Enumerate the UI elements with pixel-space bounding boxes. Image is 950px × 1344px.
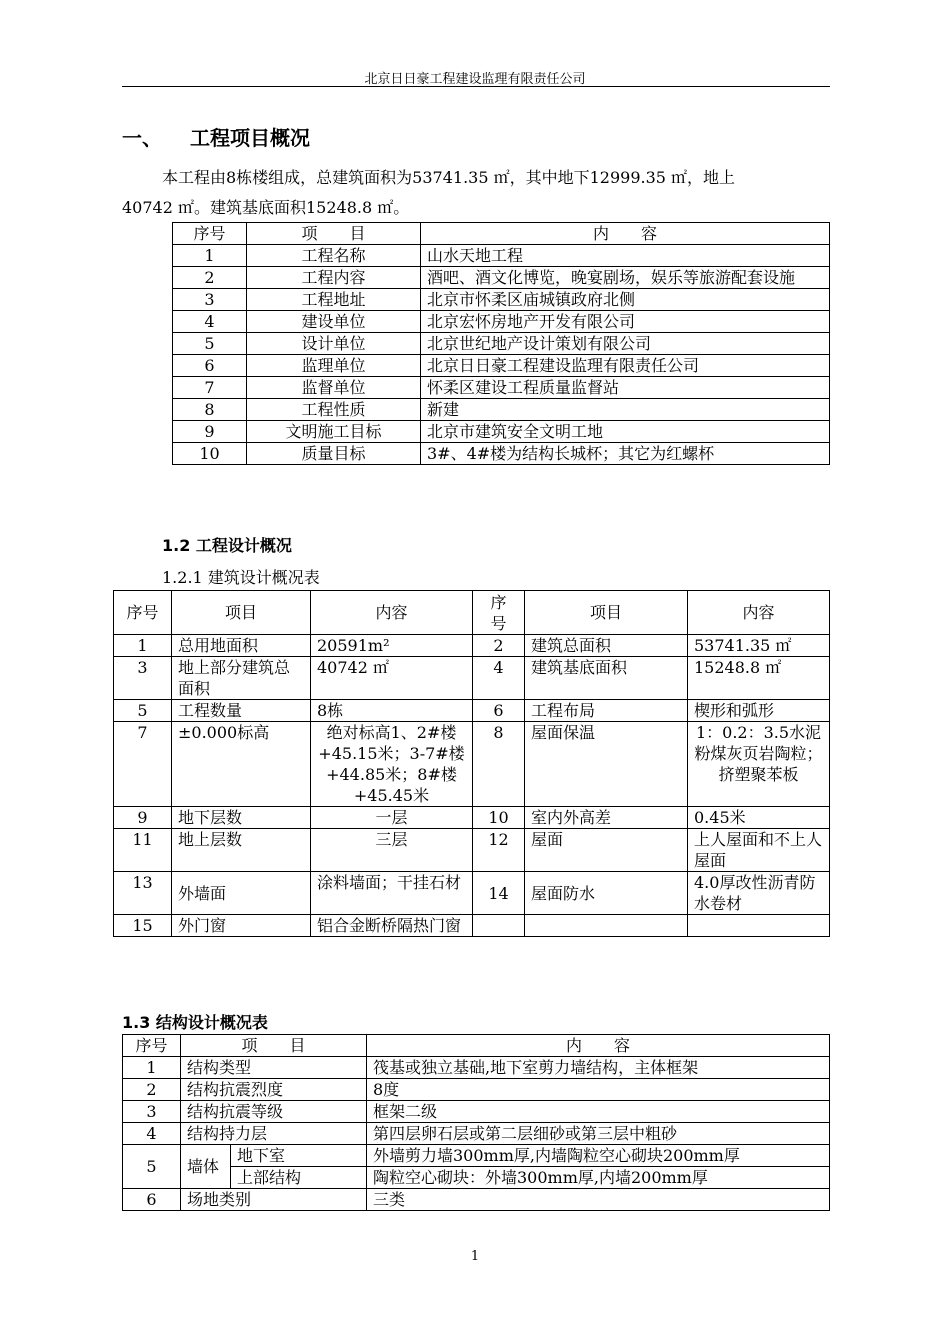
row-content: 陶粒空心砌块：外墙300mm厚,内墙200mm厚 bbox=[367, 1167, 830, 1189]
header-no-1: 序号 bbox=[114, 591, 172, 635]
row-content-1: 绝对标高1、2#楼+45.15米；3-7#楼+44.85米；8#楼+45.45米 bbox=[311, 722, 473, 807]
header-item-2: 项目 bbox=[525, 591, 688, 635]
row-item-2: 室内外高差 bbox=[525, 807, 688, 829]
row-content-1: 涂料墙面；干挂石材 bbox=[311, 872, 473, 915]
row-item: 质量目标 bbox=[247, 443, 421, 465]
row-content: 第四层卵石层或第二层细砂或第三层中粗砂 bbox=[367, 1123, 830, 1145]
row-item: 结构抗震烈度 bbox=[181, 1079, 367, 1101]
row-no: 4 bbox=[123, 1123, 181, 1145]
row-item: 文明施工目标 bbox=[247, 421, 421, 443]
table-header-row bbox=[173, 223, 830, 245]
table-header-row bbox=[114, 591, 830, 635]
row-no: 2 bbox=[173, 267, 247, 289]
row-item: 设计单位 bbox=[247, 333, 421, 355]
row-no: 6 bbox=[123, 1189, 181, 1211]
row-content-2: 上人屋面和不上人屋面 bbox=[688, 829, 830, 872]
table-row bbox=[173, 311, 830, 333]
row-no: 9 bbox=[173, 421, 247, 443]
row-subitem: 地下室 bbox=[231, 1145, 367, 1167]
row-no-1: 15 bbox=[114, 915, 172, 937]
header-content: 内 容 bbox=[421, 223, 830, 245]
overview-line-1: 本工程由8栋楼组成，总建筑面积为53741.35 ㎡，其中地下12999.35 ㎡，地上 bbox=[162, 168, 736, 187]
table-row bbox=[123, 1123, 830, 1145]
row-no-2: 12 bbox=[473, 829, 525, 872]
subsection-heading-1-2-1: 1.2.1 建筑设计概况表 bbox=[162, 568, 320, 587]
row-no-1: 7 bbox=[114, 722, 172, 807]
row-content: 怀柔区建设工程质量监督站 bbox=[421, 377, 830, 399]
header-no: 序号 bbox=[123, 1035, 181, 1057]
row-content-2: 15248.8 ㎡ bbox=[688, 657, 830, 700]
row-no-1: 11 bbox=[114, 829, 172, 872]
page-header: 北京日日豪工程建设监理有限责任公司 bbox=[364, 72, 586, 87]
table-row bbox=[173, 377, 830, 399]
row-item-1: 地下层数 bbox=[172, 807, 311, 829]
row-item-1: 地上层数 bbox=[172, 829, 311, 872]
row-content-2: 楔形和弧形 bbox=[688, 700, 830, 722]
row-no-2: 10 bbox=[473, 807, 525, 829]
row-no-1: 3 bbox=[114, 657, 172, 700]
project-overview-table bbox=[172, 222, 830, 465]
row-item: 结构类型 bbox=[181, 1057, 367, 1079]
header-no: 序号 bbox=[173, 223, 247, 245]
row-content-1: 三层 bbox=[311, 829, 473, 872]
table-row bbox=[123, 1079, 830, 1101]
row-content: 北京世纪地产设计策划有限公司 bbox=[421, 333, 830, 355]
row-subitem: 上部结构 bbox=[231, 1167, 367, 1189]
row-item: 建设单位 bbox=[247, 311, 421, 333]
row-content: 北京日日豪工程建设监理有限责任公司 bbox=[421, 355, 830, 377]
row-content-1: 8栋 bbox=[311, 700, 473, 722]
row-content: 8度 bbox=[367, 1079, 830, 1101]
table-row bbox=[114, 700, 830, 722]
row-item-2: 工程布局 bbox=[525, 700, 688, 722]
table-row bbox=[173, 333, 830, 355]
row-no-1: 1 bbox=[114, 635, 172, 657]
row-item: 结构持力层 bbox=[181, 1123, 367, 1145]
row-no-1: 5 bbox=[114, 700, 172, 722]
row-no: 1 bbox=[123, 1057, 181, 1079]
row-content-2: 4.0厚改性沥青防水卷材 bbox=[688, 872, 830, 915]
structure-design-table bbox=[122, 1034, 830, 1211]
row-item: 监督单位 bbox=[247, 377, 421, 399]
row-content: 北京市建筑安全文明工地 bbox=[421, 421, 830, 443]
row-content-2: 53741.35 ㎡ bbox=[688, 635, 830, 657]
row-no: 2 bbox=[123, 1079, 181, 1101]
table-row bbox=[173, 245, 830, 267]
row-no-1: 9 bbox=[114, 807, 172, 829]
row-no-1: 13 bbox=[114, 872, 172, 915]
row-item-1: 工程数量 bbox=[172, 700, 311, 722]
row-content: 筏基或独立基础,地下室剪力墙结构，主体框架 bbox=[367, 1057, 830, 1079]
overview-paragraph bbox=[122, 163, 830, 223]
row-item-2: 屋面防水 bbox=[525, 872, 688, 915]
page-number: 1 bbox=[470, 1249, 480, 1264]
row-no-2: 4 bbox=[473, 657, 525, 700]
table-row bbox=[173, 289, 830, 311]
row-no-2: 6 bbox=[473, 700, 525, 722]
row-item-1: ±0.000标高 bbox=[172, 722, 311, 807]
row-no: 6 bbox=[173, 355, 247, 377]
row-item: 监理单位 bbox=[247, 355, 421, 377]
table-row bbox=[114, 915, 830, 937]
table-row bbox=[173, 267, 830, 289]
header-item: 项 目 bbox=[247, 223, 421, 245]
header-rule bbox=[122, 86, 830, 87]
table-row bbox=[173, 421, 830, 443]
section-number: 一、 bbox=[122, 126, 162, 150]
table-row bbox=[123, 1145, 830, 1167]
row-item-2: 建筑基底面积 bbox=[525, 657, 688, 700]
row-content-1: 铝合金断桥隔热门窗 bbox=[311, 915, 473, 937]
table-row bbox=[173, 443, 830, 465]
row-content: 外墙剪力墙300mm厚,内墙陶粒空心砌块200mm厚 bbox=[367, 1145, 830, 1167]
table-row bbox=[114, 635, 830, 657]
table-header-row bbox=[123, 1035, 830, 1057]
row-item: 工程内容 bbox=[247, 267, 421, 289]
row-no: 3 bbox=[123, 1101, 181, 1123]
header-content: 内 容 bbox=[367, 1035, 830, 1057]
row-item: 工程性质 bbox=[247, 399, 421, 421]
row-content: 三类 bbox=[367, 1189, 830, 1211]
row-content: 框架二级 bbox=[367, 1101, 830, 1123]
row-item-2 bbox=[525, 915, 688, 937]
row-no: 5 bbox=[173, 333, 247, 355]
row-no-2: 8 bbox=[473, 722, 525, 807]
row-content: 北京宏怀房地产开发有限公司 bbox=[421, 311, 830, 333]
row-no-2: 14 bbox=[473, 872, 525, 915]
row-item-1: 外墙面 bbox=[172, 872, 311, 915]
table-row bbox=[114, 657, 830, 700]
header-item: 项 目 bbox=[181, 1035, 367, 1057]
header-item-1: 项目 bbox=[172, 591, 311, 635]
table-row bbox=[123, 1189, 830, 1211]
row-no: 7 bbox=[173, 377, 247, 399]
row-no: 4 bbox=[173, 311, 247, 333]
row-no: 3 bbox=[173, 289, 247, 311]
header-content-1: 内容 bbox=[311, 591, 473, 635]
row-no: 5 bbox=[123, 1145, 181, 1189]
row-no-2 bbox=[473, 915, 525, 937]
table-row bbox=[123, 1057, 830, 1079]
row-item: 墙体 bbox=[181, 1145, 231, 1189]
table-row bbox=[114, 807, 830, 829]
row-item-2: 建筑总面积 bbox=[525, 635, 688, 657]
row-content-1: 20591m² bbox=[311, 635, 473, 657]
row-item-1: 总用地面积 bbox=[172, 635, 311, 657]
row-item-2: 屋面保温 bbox=[525, 722, 688, 807]
table-row bbox=[114, 872, 830, 915]
row-no-2: 2 bbox=[473, 635, 525, 657]
row-content-2: 1：0.2：3.5水泥粉煤灰页岩陶粒；挤塑聚苯板 bbox=[688, 722, 830, 807]
table-row bbox=[173, 399, 830, 421]
row-item: 工程地址 bbox=[247, 289, 421, 311]
table-row bbox=[173, 355, 830, 377]
table-row bbox=[114, 722, 830, 807]
row-content-1: 一层 bbox=[311, 807, 473, 829]
header-no-2: 序号 bbox=[473, 591, 525, 635]
row-item: 工程名称 bbox=[247, 245, 421, 267]
row-item: 场地类别 bbox=[181, 1189, 367, 1211]
section-title: 工程项目概况 bbox=[190, 126, 310, 150]
row-content: 山水天地工程 bbox=[421, 245, 830, 267]
row-item-2: 屋面 bbox=[525, 829, 688, 872]
table-row bbox=[114, 829, 830, 872]
row-content: 北京市怀柔区庙城镇政府北侧 bbox=[421, 289, 830, 311]
architecture-design-table bbox=[113, 590, 830, 937]
row-item-1: 地上部分建筑总面积 bbox=[172, 657, 311, 700]
row-item-1: 外门窗 bbox=[172, 915, 311, 937]
row-item: 结构抗震等级 bbox=[181, 1101, 367, 1123]
section-heading-1-3: 1.3 结构设计概况表 bbox=[122, 1013, 268, 1032]
row-content: 酒吧、酒文化博览，晚宴剧场，娱乐等旅游配套设施 bbox=[421, 267, 830, 289]
row-content: 新建 bbox=[421, 399, 830, 421]
overview-line-2: 40742 ㎡。建筑基底面积15248.8 ㎡。 bbox=[122, 198, 410, 217]
row-content: 3#、4#楼为结构长城杯；其它为红螺杯 bbox=[421, 443, 830, 465]
table-row bbox=[123, 1101, 830, 1123]
section-heading-1 bbox=[122, 122, 310, 151]
row-content-2 bbox=[688, 915, 830, 937]
row-no: 10 bbox=[173, 443, 247, 465]
row-no: 1 bbox=[173, 245, 247, 267]
section-heading-1-2: 1.2 工程设计概况 bbox=[162, 536, 292, 555]
row-no: 8 bbox=[173, 399, 247, 421]
row-content-1: 40742 ㎡ bbox=[311, 657, 473, 700]
header-content-2: 内容 bbox=[688, 591, 830, 635]
row-content-2: 0.45米 bbox=[688, 807, 830, 829]
